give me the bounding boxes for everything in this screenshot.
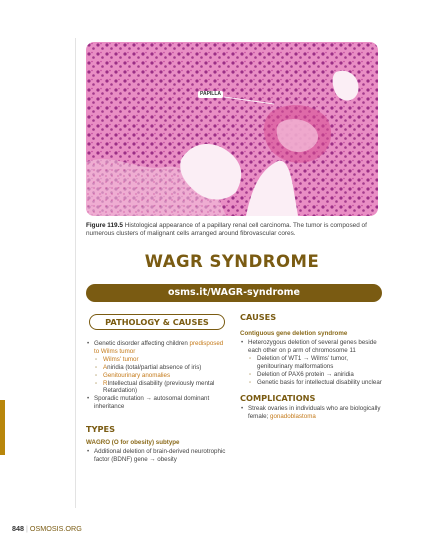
- types-list: [86, 448, 228, 464]
- complications-heading: COMPLICATIONS: [240, 393, 316, 404]
- wagr-item-w: ◦ Wilms' tumor: [86, 356, 228, 364]
- page-number: 848: [12, 524, 24, 533]
- wagr-item-a: ◦ Aniridia (total/partial absence of iris): [86, 364, 228, 372]
- left-column: [86, 314, 228, 464]
- papilla-label: PAPILLA: [200, 91, 222, 97]
- list-subitem: ◦ Deletion of WT1 → Wilms' tumor, genitourinary malformations: [240, 355, 382, 371]
- list-subitem: ◦ Genetic basis for intellectual disability unclear: [240, 379, 382, 387]
- list-subitem: ◦ Deletion of PAX6 protein → aniridia: [240, 371, 382, 379]
- list-item: • Genetic disorder affecting children predisposed to Wilms tumor: [86, 340, 228, 356]
- figure-caption: [86, 222, 382, 238]
- page-footer: 848 | OSMOSIS.ORG: [12, 524, 82, 533]
- histology-image: [86, 42, 378, 216]
- caption-text: Histological appearance of a papillary renal cell carcinoma. The tumor is composed of numerous clusters of malignant cells arranged around fibrovascular cores.: [86, 222, 367, 238]
- caption-label: Figure 119.5: [86, 222, 123, 229]
- osmosis-link-banner[interactable]: osms.it/WAGR-syndrome: [86, 284, 382, 302]
- causes-list: [240, 339, 382, 386]
- right-column: [240, 312, 382, 421]
- pathology-heading: PATHOLOGY & CAUSES: [89, 314, 225, 330]
- causes-heading: CAUSES: [240, 312, 277, 322]
- page-edge-tab: [0, 400, 5, 455]
- types-heading: TYPES: [86, 424, 116, 435]
- list-item: • Additional deletion of brain-derived neurotrophic factor (BDNF) gene → obesity: [86, 448, 228, 464]
- list-item: • Sporadic mutation → autosomal dominant inheritance: [86, 395, 228, 411]
- list-item: • Streak ovaries in individuals who are biologically female; gonadoblastoma: [240, 405, 382, 421]
- wagr-item-g: ◦ Genitourinary anomalies: [86, 372, 228, 380]
- wagr-item-r: ◦ RIntellectual disability (previously mental Retardation): [86, 380, 228, 396]
- histology-figure: [86, 42, 378, 216]
- list-item: • Heterozygous deletion of several genes beside each other on p arm of chromosome 11: [240, 339, 382, 355]
- margin-line: [75, 38, 76, 508]
- page-title: WAGR SYNDROME: [144, 252, 320, 271]
- types-subtype: WAGRO (O for obesity) subtype: [86, 439, 180, 447]
- pathology-list: [86, 340, 228, 411]
- footer-org: OSMOSIS.ORG: [29, 524, 82, 533]
- complications-list: [240, 405, 382, 421]
- causes-subtitle: Contiguous gene deletion syndrome: [240, 330, 348, 337]
